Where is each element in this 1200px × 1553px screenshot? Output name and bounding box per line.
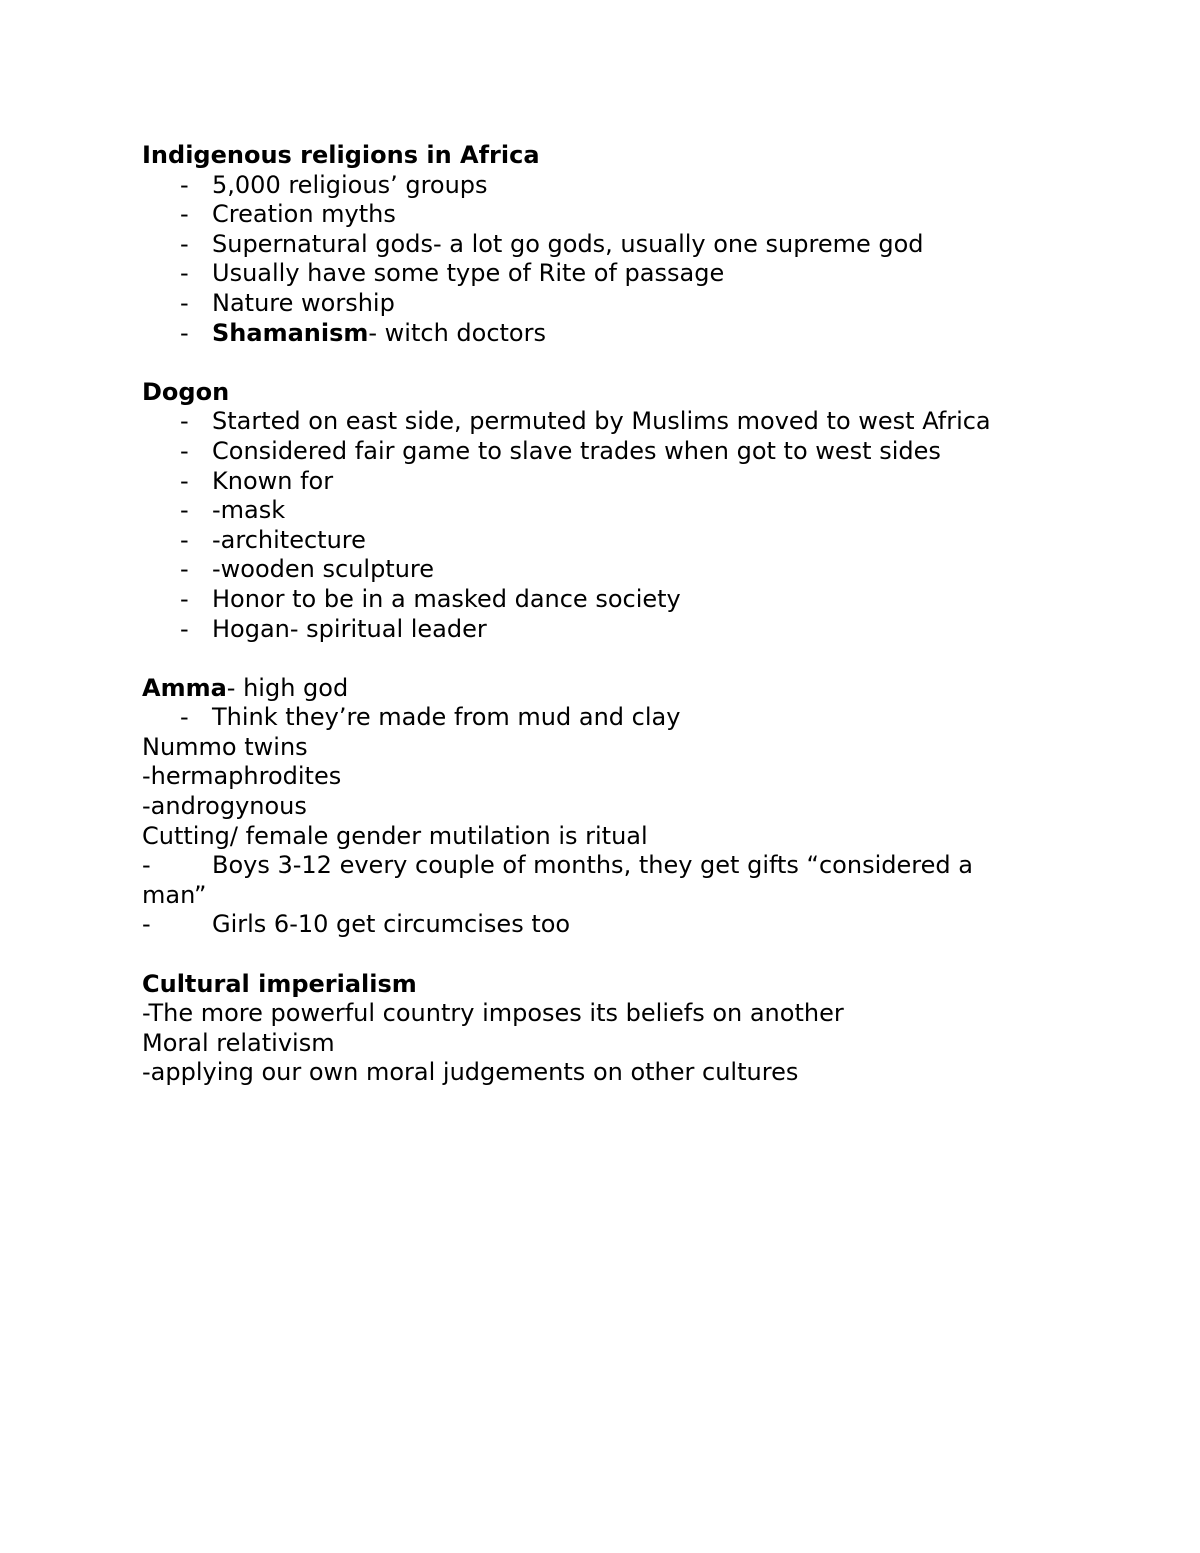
heading-cultural-imperialism: Cultural imperialism	[142, 969, 417, 998]
text-line-continuation: man”	[142, 880, 207, 909]
bullet-dash: -	[180, 259, 189, 288]
bullet-dash: -	[180, 703, 189, 732]
list-item-text: -wooden sculpture	[212, 555, 435, 584]
heading-amma	[142, 674, 1082, 704]
text-line: -hermaphrodites	[142, 762, 342, 791]
bullet-dash: -	[142, 851, 151, 880]
list-item-shamanism	[142, 319, 1082, 349]
term-definition: - witch doctors	[368, 318, 546, 347]
text-line: Cutting/ female gender mutilation is ritual	[142, 821, 648, 850]
list-item	[142, 200, 1082, 230]
list-item	[142, 851, 1082, 881]
list-item	[142, 259, 1082, 289]
text-line: -The more powerful country imposes its beliefs on another	[142, 999, 844, 1028]
bullet-dash: -	[180, 170, 189, 199]
list-item-text: Known for	[212, 466, 334, 495]
spacer	[142, 644, 1082, 674]
text-line: Moral relativism	[142, 1028, 335, 1057]
bullet-dash: -	[180, 466, 189, 495]
list-item-text: -architecture	[212, 525, 366, 554]
list-item	[142, 615, 1082, 645]
list-item	[142, 230, 1082, 260]
list-item	[142, 555, 1082, 585]
list-item	[142, 526, 1082, 556]
list-item-text: Boys 3-12 every couple of months, they get gifts “considered a	[212, 851, 973, 880]
bullet-dash: -	[180, 555, 189, 584]
list-item-text: Honor to be in a masked dance society	[212, 584, 681, 613]
list-item-text: 5,000 religious’ groups	[212, 170, 488, 199]
list-item	[142, 910, 1082, 940]
list-item	[142, 585, 1082, 615]
term-definition: - high god	[226, 673, 349, 702]
term-shamanism: Shamanism	[212, 318, 369, 347]
spacer	[142, 348, 1082, 378]
list-item-text: Supernatural gods- a lot go gods, usually one supreme god	[212, 229, 924, 258]
list-item	[142, 467, 1082, 497]
list-item	[142, 171, 1082, 201]
heading-indigenous-religions: Indigenous religions in Africa	[142, 141, 540, 169]
heading-dogon: Dogon	[142, 377, 230, 406]
bullet-dash: -	[180, 584, 189, 613]
bullet-dash: -	[180, 496, 189, 525]
document-body	[142, 141, 1082, 1088]
bullet-dash: -	[180, 200, 189, 229]
list-item-text: Nature worship	[212, 288, 395, 317]
list-item-text: Think they’re made from mud and clay	[212, 703, 681, 732]
list-item	[142, 703, 1082, 733]
list-item-text: -mask	[212, 496, 286, 525]
list-item-text: Considered fair game to slave trades when got to west sides	[212, 436, 941, 465]
term-amma: Amma	[142, 673, 227, 702]
list-item-text: Creation myths	[212, 200, 396, 229]
list-item	[142, 289, 1082, 319]
list-item-text: Started on east side, permuted by Muslims moved to west Africa	[212, 407, 991, 436]
list-item-text	[212, 319, 546, 349]
list-item-text: Hogan- spiritual leader	[212, 614, 487, 643]
bullet-dash: -	[180, 525, 189, 554]
text-line: Nummo twins	[142, 732, 308, 761]
bullet-dash: -	[180, 318, 189, 347]
bullet-dash: -	[180, 436, 189, 465]
spacer	[142, 940, 1082, 970]
list-item	[142, 437, 1082, 467]
bullet-dash: -	[180, 614, 189, 643]
list-item	[142, 407, 1082, 437]
list-item	[142, 496, 1082, 526]
bullet-dash: -	[142, 910, 151, 939]
bullet-dash: -	[180, 407, 189, 436]
list-item-text: Girls 6-10 get circumcises too	[212, 910, 571, 939]
bullet-dash: -	[180, 229, 189, 258]
text-line: -androgynous	[142, 792, 307, 821]
text-line: -applying our own moral judgements on other cultures	[142, 1058, 799, 1087]
bullet-dash: -	[180, 288, 189, 317]
list-item-text: Usually have some type of Rite of passage	[212, 259, 725, 288]
